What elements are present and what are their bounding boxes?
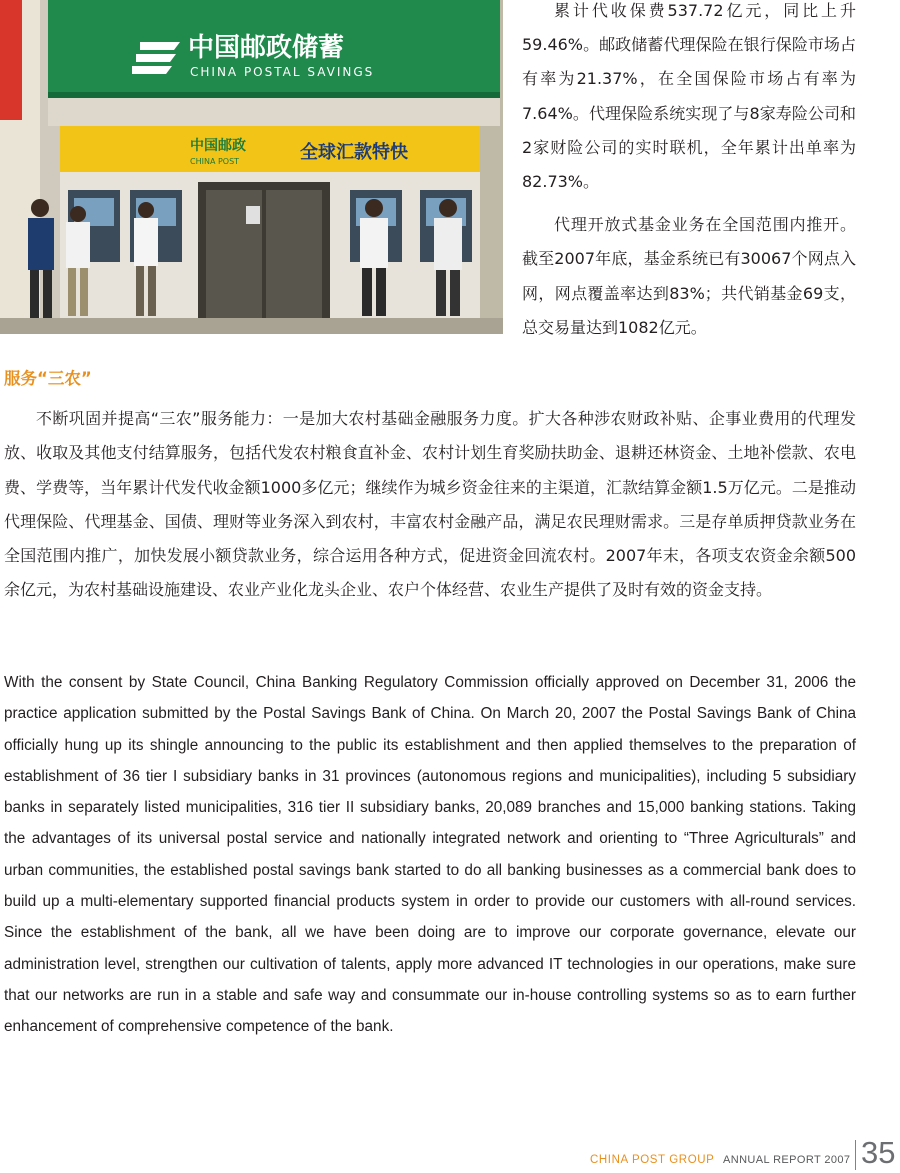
footer-divider <box>855 1140 856 1170</box>
section-body <box>4 402 856 608</box>
paragraph-english: With the consent by State Council, China Banking Regulatory Commission officially approved on December 31, 2006 the practice application submitted by the Postal Savings Bank of China. On March 20, 2007 the Postal Savings Bank of China officially hung up its shingle announcing to the public its establishment and then applied themselves to the preparation of establishment of 36 tier I subsidiary banks in 31 provinces (autonomous regions and municipalities), including 5 subsidiary banks in separately listed municipalities, 316 tier II subsidiary banks, 20,089 branches and 15,000 banking stations. Taking the advantages of its universal postal service and nationally integrated network and orienting to “Three Agriculturals” and urban communities, the established postal savings bank started to do all banking businesses as a commercial bank does to build up a multi-elementary supported financial products system in order to provide our customers with all-round services. Since the establishment of the bank, all we have been doing are to improve our corporate governance, elevate our administration level, strengthen our cultivation of talents, apply more advanced IT technologies in our operations, make sure that our networks are run in a stable and safe way and consummate our in-house controlling systems so as to earn further enhancement of comprehensive competence of the bank. <box>4 674 856 1036</box>
page-number: 35 <box>861 1135 896 1170</box>
paragraph-three-rural: 不断巩固并提高“三农”服务能力：一是加大农村基础金融服务力度。扩大各种涉农财政补贴、企事业费用的代理发放、收取及其他支付结算服务，包括代发农村粮食直补金、农村计划生育奖励扶助金、退耕还林资金、土地补偿款、农电费、学费等，当年累计代发代收金额1000多亿元；继续作为城乡资金往来的主渠道，汇款结算金额1.5万亿元。二是推动代理保险、代理基金、国债、理财等业务深入到农村，丰富农村金融产品，满足农民理财需求。三是存单质押贷款业务在全国范围内推广，加快发展小额贷款业务，综合运用各种方式，促进资金回流农村。2007年末，各项支农资金余额500余亿元，为农村基础设施建设、农业产业化龙头企业、农户个体经营、农业生产提供了及时有效的资金支持。 <box>4 409 856 600</box>
sign-chinese-text: 中国邮政储蓄 <box>188 33 345 63</box>
banner-right-text: 全球汇款特快 <box>300 142 408 163</box>
english-body <box>4 667 856 1043</box>
section-title: 服务“三农” <box>4 369 92 388</box>
page-footer <box>590 1135 900 1173</box>
paragraph-funds: 代理开放式基金业务在全国范围内推开。截至2007年底，基金系统已有30067个网点入网，网点覆盖率达到83%；共代销基金69支，总交易量达到1082亿元。 <box>522 215 856 337</box>
right-column-text <box>522 0 856 345</box>
footer-report: ANNUAL REPORT 2007 <box>723 1154 851 1166</box>
banner-left-sub-text: CHINA POST <box>190 157 240 166</box>
footer-org: CHINA POST GROUP <box>590 1154 715 1166</box>
bank-branch-photo <box>0 0 503 334</box>
paragraph-insurance: 累计代收保费537.72亿元，同比上升59.46%。邮政储蓄代理保险在银行保险市场占有率为21.37%，在全国保险市场占有率为7.64%。代理保险系统实现了与8家寿险公司和2家财险公司的实时联机，全年累计出单率为82.73%。 <box>522 1 856 192</box>
banner-left-text: 中国邮政 <box>190 138 246 154</box>
sign-english-text: CHINA POSTAL SAVINGS <box>190 65 375 79</box>
